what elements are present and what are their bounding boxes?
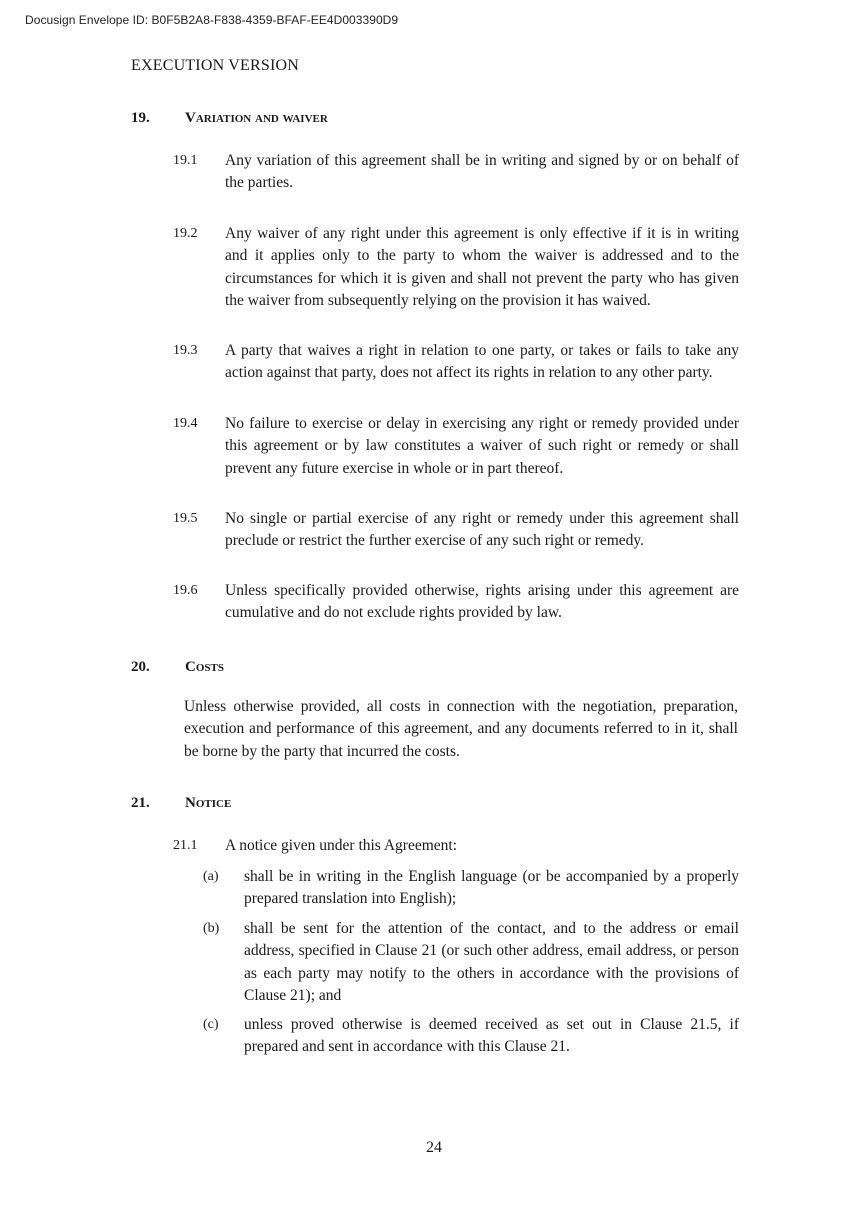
section-number: 21.	[131, 795, 150, 811]
section-title: Notice	[185, 795, 232, 811]
sub-item-text: shall be sent for the attention of the contact, and to the address or email address, specified in Clause 21 (or such other address, email address, or person as each party may notify to the others in accordance with the provisions of Clause 21); and	[244, 920, 739, 1004]
section-title: Costs	[185, 659, 224, 675]
clause-text: Any waiver of any right under this agreement is only effective if it is in writing and it applies only to the party to whom the waiver is addressed and to the circumstances for which it is given and shall not prevent the party who has given the waiver from subsequently relying on the provision it has waived.	[225, 225, 739, 309]
clause-number: 19.1	[173, 153, 198, 168]
section-20-body: Unless otherwise provided, all costs in connection with the negotiation, preparation, execution and performance of this agreement, and any documents referred to in it, shall be borne by the party that incurred the costs.	[184, 698, 738, 760]
clause-text: A party that waives a right in relation to one party, or takes or fails to take any action against that party, does not affect its rights in relation to any other party.	[225, 342, 739, 382]
clause-text: No failure to exercise or delay in exercising any right or remedy provided under this agreement or by law constitutes a waiver of such right or remedy or shall prevent any future exercise in whole or in part thereof.	[225, 415, 739, 477]
clause-text: A notice given under this Agreement:	[225, 837, 458, 854]
section-number: 19.	[131, 110, 150, 126]
clause-number: 19.2	[173, 226, 198, 241]
clause-number: 19.6	[173, 583, 198, 598]
section-number: 20.	[131, 659, 150, 675]
clause-number: 19.5	[173, 511, 198, 526]
sub-item-label: (a)	[203, 869, 219, 884]
sub-item-text: unless proved otherwise is deemed received as set out in Clause 21.5, if prepared and sent in accordance with this Clause 21.	[244, 1016, 739, 1056]
section-title: Variation and waiver	[185, 110, 328, 126]
clause-number: 19.3	[173, 343, 198, 358]
sub-item-label: (b)	[203, 921, 220, 936]
clause-number: 21.1	[173, 838, 198, 853]
clause-text: Any variation of this agreement shall be in writing and signed by or on behalf of the parties.	[225, 152, 739, 192]
page-number: 24	[426, 1139, 442, 1156]
sub-item-label: (c)	[203, 1017, 219, 1032]
document-version-label: EXECUTION VERSION	[131, 57, 299, 74]
envelope-id: Docusign Envelope ID: B0F5B2A8-F838-4359-BFAF-EE4D003390D9	[25, 13, 399, 27]
clause-text: No single or partial exercise of any right or remedy under this agreement shall preclude or restrict the further exercise of any such right or remedy.	[225, 510, 739, 550]
clause-text: Unless specifically provided otherwise, rights arising under this agreement are cumulative and do not exclude rights provided by law.	[225, 582, 739, 622]
clause-number: 19.4	[173, 416, 198, 431]
sub-item-text: shall be in writing in the English language (or be accompanied by a properly prepared translation into English);	[244, 868, 739, 908]
